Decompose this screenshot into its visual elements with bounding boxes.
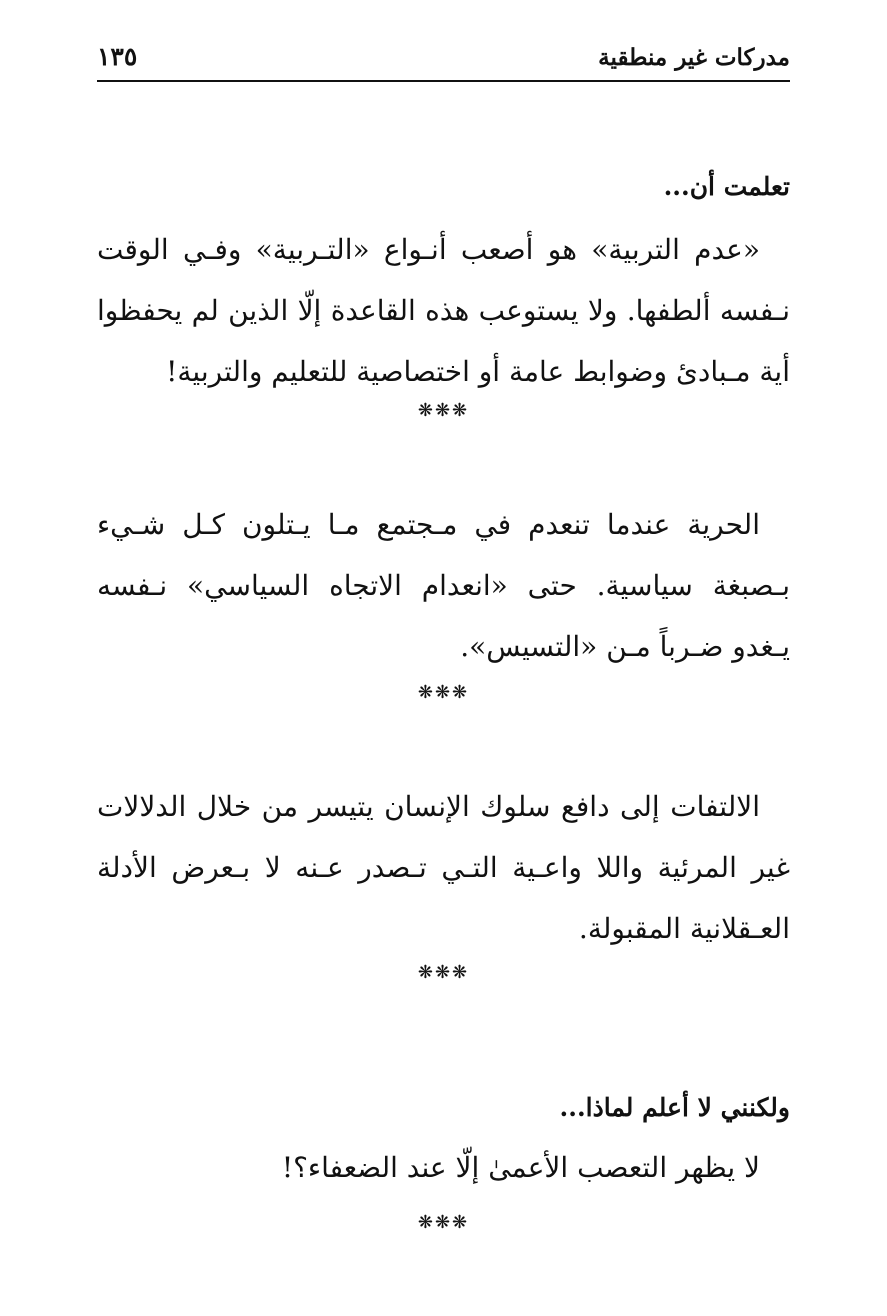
paragraph: الالتفات إلى دافع سلوك الإنسان يتيسر من خلال الدلالات غير المرئية واللا واعـية التـي تـصدر عـنه لا بـعرض الأدلة العـقلانية المقبولة.	[97, 790, 790, 945]
paragraph: «عدم التربية» هو أصعب أنـواع «التـربية» وفـي الوقت نـفسه ألطفها. ولا يستوعب هذه القاعدة إلّا الذين لم يحفظوا أية مـبادئ وضوابط عامة أو اختصاصية للتعليم والتربية!	[97, 233, 790, 388]
section-heading: ولكنني لا أعلم لماذا...	[559, 1093, 790, 1122]
paragraph: لا يظهر التعصب الأعمىٰ إلّا عند الضعفاء؟!	[281, 1151, 760, 1184]
section-separator: ❋❋❋	[417, 400, 470, 421]
section-separator: ❋❋❋	[417, 1212, 470, 1233]
page-number: ١٣٥	[97, 42, 138, 71]
section-separator: ❋❋❋	[417, 962, 470, 983]
page-header	[97, 40, 790, 82]
paragraph: الحرية عندما تنعدم في مـجتمع مـا يـتلون كـل شـيء بـصبغة سياسية. حتى «انعدام الاتجاه السياسي» نـفسه يـغدو ضـرباً مـن «التسيس».	[97, 508, 790, 663]
section-heading: تعلمت أن...	[663, 172, 790, 201]
section-separator: ❋❋❋	[417, 682, 470, 703]
running-title: مدركات غير منطقية	[598, 44, 790, 71]
